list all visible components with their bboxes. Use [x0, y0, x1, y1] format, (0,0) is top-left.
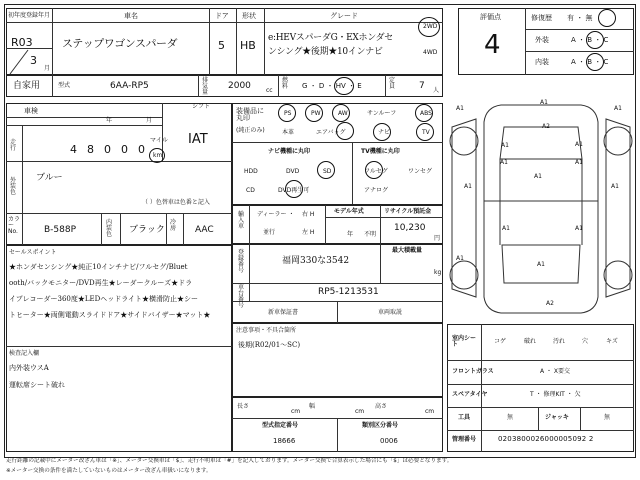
displacement: 2000	[228, 81, 251, 91]
ext-options: A ・ B ・ C	[571, 36, 609, 44]
circle-mark	[332, 104, 350, 122]
mgmt-no: 0203800026000005092 2	[498, 435, 594, 443]
mgmt-label: 管理番号	[452, 436, 477, 443]
circle-mark	[586, 53, 604, 71]
width-cm: cm	[355, 408, 365, 415]
manual-label: 車両取説	[378, 309, 403, 316]
windshield: A ・ X要交	[540, 368, 571, 375]
import-label: 輸入車	[238, 211, 245, 230]
month-unit: 月	[44, 65, 51, 72]
model-year-year: 年	[347, 231, 354, 238]
drive-2wd: 2WD	[423, 23, 438, 30]
grade-line1: e:HEVスパーダG・EXホンダセ	[268, 33, 393, 43]
circle-mark	[416, 123, 434, 141]
inspector-label: 検査記入欄	[9, 350, 40, 357]
recycle-label: リサイクル預託金	[384, 208, 432, 215]
model-name: ステップワゴンスパーダ	[62, 37, 177, 50]
max-load-label: 最大積載量	[392, 247, 423, 254]
tools: 無	[507, 414, 514, 421]
mileage-digit-2: 8	[87, 143, 94, 156]
tools-label: 工具	[458, 414, 471, 421]
body-label: 形状	[242, 12, 256, 20]
footer-line-2: ※メーター交換の条件を満たしていないものはメーター改ざん車扱いになります。	[6, 468, 212, 474]
capacity: 7	[419, 81, 425, 91]
width-label: 幅	[309, 403, 316, 410]
equip-ps: PS	[284, 110, 292, 117]
shift: IAT	[188, 132, 208, 147]
shift-label: シフト	[192, 103, 211, 110]
caution-label: 注意事項・不具合箇所	[236, 327, 297, 334]
circle-mark	[586, 31, 604, 49]
diag-label-10: A1	[611, 183, 619, 190]
capacity-unit: 人	[433, 87, 440, 94]
type-no: 18666	[273, 437, 296, 445]
selling-line-2: ooth/バックモニター/DVD再生★レーダークルーズ★ドラ	[9, 279, 193, 287]
model-year-unknown: 不明	[364, 231, 377, 238]
reg-label: 登録番号	[238, 249, 245, 274]
color-note: （ ）色替車は色番と記入	[142, 199, 210, 206]
shaken-label: 車検	[24, 107, 38, 115]
car-damage-diagram	[446, 97, 636, 321]
diag-label-8: A1	[534, 173, 542, 180]
grade-line2: ンシング★後期★10インナビ	[268, 47, 383, 57]
capacity-label: 定員	[389, 77, 396, 90]
reg-year-label: 初年度登録年月	[8, 12, 51, 19]
import-dealer: ディーラー ・	[257, 211, 295, 218]
vin: RP5-1213531	[318, 287, 379, 297]
doors: 5	[218, 39, 225, 52]
model-code-label: 型式	[58, 82, 71, 89]
color-label: 外装色	[10, 177, 17, 196]
tv-fullseg: フルセグ	[364, 168, 388, 175]
diag-label-4: A1	[501, 142, 509, 149]
navi-dvd-play: DVD再生可	[278, 187, 310, 194]
repair-label: 修復歴	[531, 14, 552, 22]
selling-line-1: ★ホンダセンシング★純正10インチナビ/フルセグ/Bluet	[9, 263, 188, 271]
diag-label-12: A1	[575, 225, 583, 232]
circle-mark	[149, 148, 165, 163]
interior-item-1: コゲ	[494, 338, 507, 345]
mile-label: マイル	[150, 137, 168, 144]
interior-item-3: 汚れ	[553, 338, 566, 345]
equip-aw: AW	[338, 110, 348, 117]
notes-table	[6, 245, 232, 452]
type-no-label: 型式指定番号	[262, 422, 299, 429]
int-color: ブラック	[129, 225, 165, 235]
navi-hdd: HDD	[244, 168, 258, 175]
body-type: HB	[240, 39, 256, 52]
usage: 自家用	[13, 81, 41, 91]
model-name-label: 車名	[124, 12, 138, 20]
circle-mark	[285, 180, 303, 198]
diag-label-13: A1	[537, 261, 545, 268]
equip-leather: 本革	[282, 129, 295, 136]
equip-airbag: エアバッグ	[316, 129, 346, 136]
class-no: 0006	[380, 437, 398, 445]
mileage-digit-4: 0	[121, 143, 128, 156]
diag-label-14: A1	[456, 255, 464, 262]
circle-mark	[317, 161, 335, 179]
fuel-options: G ・ D ・ HV ・ E	[302, 82, 362, 90]
length-cm: cm	[291, 408, 301, 415]
yen-unit: 円	[434, 235, 441, 242]
import-left: 左 H	[302, 229, 315, 236]
warranty-label: 新車保証書	[268, 309, 299, 316]
diag-label-2: A1	[456, 105, 464, 112]
diag-label-5: A1	[575, 141, 583, 148]
reg-year: R03	[11, 36, 33, 49]
circle-mark	[415, 104, 433, 122]
circle-mark	[365, 161, 383, 179]
repair-options: 有 ・ 無	[567, 14, 593, 22]
equipment-sub-label: (純正のみ)	[236, 127, 265, 134]
ac-label: 冷房	[170, 219, 177, 232]
circle-mark	[418, 17, 440, 37]
circle-mark	[305, 104, 323, 122]
model-code: 6AA-RP5	[110, 81, 149, 91]
import-parallel: 並行	[263, 229, 276, 236]
circle-mark	[598, 9, 616, 27]
recycle-amount: 10,230	[394, 223, 426, 233]
navi-cd: CD	[246, 187, 255, 194]
diag-label-1: A1	[540, 99, 548, 106]
footer-line-1: 走行距離の記載中にメーター改ざん車は「※」、メーター交換車は「$」、走行不明車は「#」を記入しております。メーター交換で合算表示した場合にも「$」は必要となります。	[6, 458, 453, 464]
color-no-label: カラーNo.	[8, 216, 21, 235]
equip-navi: ナビ	[378, 129, 391, 136]
navi-dvd: DVD	[286, 168, 300, 175]
tv-analog: アナログ	[364, 187, 389, 194]
equip-abs: ABS	[420, 110, 432, 117]
caution-text: 後期(R02/01〜SC)	[238, 341, 301, 349]
interior-item-2: 破れ	[524, 338, 537, 345]
mileage-digit-5: 0	[138, 143, 145, 156]
circle-mark	[373, 123, 391, 141]
diag-label-11: A1	[502, 225, 510, 232]
int-color-label: 内装色	[106, 219, 113, 238]
circle-mark	[336, 122, 354, 140]
grade-label: グレード	[330, 12, 358, 20]
reg-month: 3	[30, 54, 37, 67]
row2-table	[6, 75, 443, 97]
mileage-digit-3: 0	[104, 143, 111, 156]
reg-number: 福岡330な3542	[282, 256, 350, 266]
diag-label-7: A1	[575, 159, 583, 166]
ac: AAC	[195, 225, 214, 235]
kg-unit: kg	[434, 269, 442, 276]
tv-label: TV機種に丸印	[361, 148, 400, 155]
diag-label-3: A1	[614, 105, 622, 112]
interior-sheet-label: 室内シート	[452, 335, 477, 348]
int-options: A ・ B ・ C	[571, 58, 609, 66]
jack-label: ジャッキ	[545, 414, 569, 421]
navi-sd: SD	[323, 168, 332, 175]
equipment-label: 装備品に丸印	[236, 107, 264, 122]
ext-label: 外装	[535, 36, 549, 44]
year-label: 年	[106, 117, 113, 124]
windshield-label: フロントガラス	[452, 368, 494, 375]
circle-mark	[278, 104, 296, 122]
drive-4wd: 4WD	[423, 49, 438, 56]
month-label: 月	[146, 117, 153, 124]
model-year-label: モデル年式	[334, 208, 364, 215]
mileage-label: 走行	[10, 139, 17, 152]
jack: 無	[604, 414, 611, 421]
equip-tv: TV	[422, 129, 430, 136]
diag-label-6: A1	[500, 159, 508, 166]
diag-label-16: A2	[546, 300, 554, 307]
selling-line-4: トヒーター★両側電動スライドドア★サイドバイザー★マット★	[9, 311, 211, 319]
fuel-label: 燃料	[282, 77, 289, 90]
int-label: 内装	[535, 58, 549, 66]
doors-label: ドア	[215, 12, 229, 20]
navi-label: ナビ機種に丸印	[268, 148, 311, 155]
selling-label: セールスポイント	[9, 249, 57, 256]
circle-mark	[334, 77, 354, 95]
caution-table	[232, 323, 443, 397]
tv-oneseg: ワンセグ	[408, 168, 433, 175]
grade-score-label: 評価点	[480, 13, 501, 21]
color-no: B-588P	[44, 225, 77, 235]
km-label: km	[153, 152, 163, 159]
inspector-line-1: 内外装ウスA	[9, 364, 49, 372]
length-label: 長さ	[237, 403, 250, 410]
body-color: ブルー	[36, 173, 63, 183]
height-label: 高さ	[375, 403, 388, 410]
class-no-label: 類別区分番号	[362, 422, 399, 429]
equip-sunroof: サンルーフ	[367, 110, 397, 117]
displacement-label: 排気量	[202, 77, 209, 96]
diag-label-15: A2	[542, 123, 550, 130]
mileage-digit-1: 4	[70, 143, 77, 156]
cc-unit: cc	[266, 87, 273, 94]
equip-pw: PW	[311, 110, 321, 117]
interior-item-5: キズ	[606, 338, 618, 345]
height-cm: cm	[425, 408, 435, 415]
import-right: 右 H	[302, 211, 315, 218]
selling-line-3: イブレコーダー360度★LEDヘッドライト★横滑防止★シー	[9, 295, 199, 303]
interior-item-4: 穴	[582, 338, 589, 345]
inspector-line-2: 運転席シート破れ	[9, 381, 65, 389]
spare-label: スペアタイヤ	[452, 391, 488, 398]
vin-label: 車台番号	[238, 284, 245, 309]
spare: T ・ 修理KIT ・ 欠	[530, 391, 581, 398]
diag-label-9: A1	[464, 183, 472, 190]
grade-score: 4	[484, 30, 501, 60]
